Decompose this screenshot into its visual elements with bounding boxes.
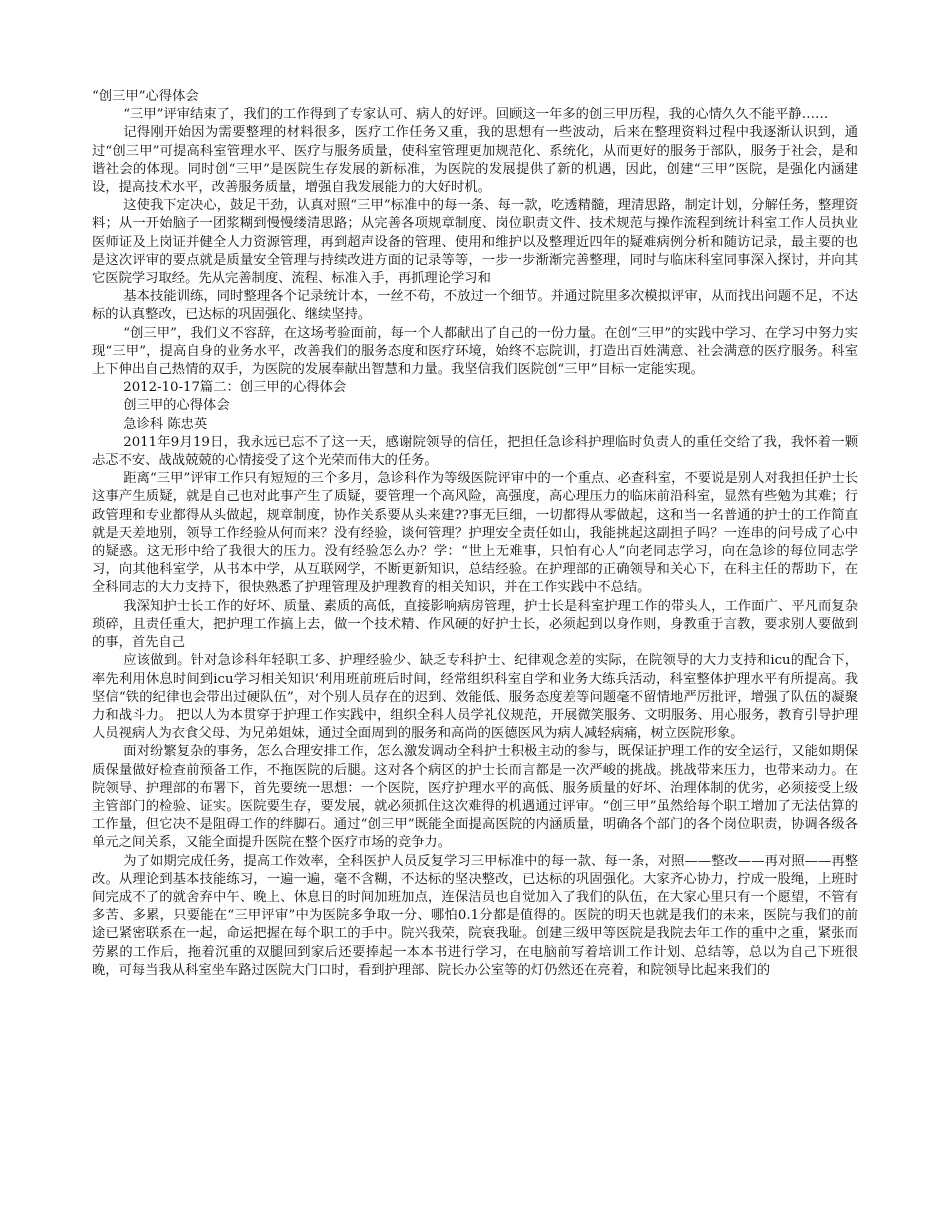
- paragraph: 我深知护士长工作的好坏、质量、素质的高低，直接影响病房管理，护士长是科室护理工作的带头人，工作面广、平凡而复杂琐碎，且责任重大，把护理工作搞上去，做一个技术精、作风硬的好护士长，必须起到以身作则，身教重于言教，要求别人要做到的事，首先自己: [92, 598, 858, 651]
- paragraph: 这使我下定决心，鼓足干劲，认真对照“三甲”标准中的每一条、每一款，吃透精髓，理清思路，制定计划，分解任务，整理资料；从一开始脑子一团浆糊到慢慢缕清思路；从完善各项规章制度、岗位职责文件、技术规范与操作流程到统计科室工作人员执业医师证及上岗证并健全人力资源管理，再到超声设备的管理、使用和维护以及整理近四年的疑难病例分析和随访记录，最主要的也是这次评审的要点就是质量安全管理与持续改进方面的记录等等，一步一步渐渐完善整理，同时与临床科室同事深入探讨，并向其它医院学习取经。先从完善制度、流程、标准入手，再抓理论学习和: [92, 198, 858, 287]
- paragraph: “创三甲”，我们义不容辞，在这场考验面前，每一个人都献出了自己的一份力量。在创“三甲”的实践中学习、在学习中努力实现“三甲”，提高自身的业务水平，改善我们的服务态度和医疗环境，始终不忘院训，打造出百姓满意、社会满意的医疗服务。科室上下伸出自己热情的双手，为医院的发展奉献出智慧和力量。我坚信我们医院创“三甲”目标一定能实现。: [92, 325, 858, 378]
- paragraph: 记得刚开始因为需要整理的材料很多，医疗工作任务又重，我的思想有一些波动，后来在整理资料过程中我逐渐认识到，通过“创三甲”可提高科室管理水平、医疗与服务质量，使科室管理更加规范化、系统化，从而更好的服务于部队，服务于社会，是和谐社会的体现。同时创“三甲”是医院生存发展的新标准，为医院的发展提供了新的机遇，因此，创建“三甲”医院，是强化内涵建设，提高技术水平，改善服务质量，增强自我发展能力的大好时机。: [92, 125, 858, 196]
- document-title: “创三甲”心得体会: [92, 89, 199, 104]
- paragraph: 为了如期完成任务，提高工作效率，全科医护人员反复学习三甲标准中的每一款、每一条，对照——整改——再对照——再整改。从理论到基本技能练习，一遍一遍，毫不含糊，不达标的坚决整改，已达标的巩固强化。大家齐心协力，拧成一股绳，上班时间完成不了的就舍弃中午、晚上、休息日的时间加班加点，连保洁员也自觉加入了我们的队伍，在大家心里只有一个愿望，不管有多苦、多累，只要能在“三甲评审”中为医院多争取一分、哪怕0.1分都是值得的。医院的明天也就是我们的未来，医院与我们的前途已紧密联系在一起，命运把握在每个职工的手中。院兴我荣，院衰我耻。创建三级甲等医院是我院去年工作的重中之重，紧张而劳累的工作后，拖着沉重的双腿回到家后还要捧起一本本书进行学习，在电脑前写着培训工作计划、总结等，总以为自己下班很晚，可每当我从科室坐车路过医院大门口时，看到护理部、院长办公室等的灯仍然还在亮着，和院领导比起来我们的: [92, 853, 858, 978]
- paragraph: 基本技能训练，同时整理各个记录统计本，一丝不苟，不放过一个细节。并通过院里多次模拟评审，从而找出问题不足，不达标的认真整改，已达标的巩固强化、继续坚持。: [92, 289, 858, 323]
- paragraph: 应该做到。针对急诊科年轻职工多、护理经验少、缺乏专科护士、纪律观念差的实际，在院领导的大力支持和icu的配合下，率先利用休息时间到icu学习相关知识‘利用班前班后时间，经常组织科室自学和业务大练兵活动，科室整体护理水平有所提高。我坚信“铁的纪律也会带出过硬队伍”，对个别人员存在的迟到、效能低、服务态度差等问题毫不留情地严厉批评，增强了队伍的凝聚力和战斗力。 把以人为本贯穿于护理工作实践中，组织全科人员学礼仪规范，开展微笑服务、文明服务、用心服务，教育引导护理人员视病人为衣食父母、为兄弟姐妹，通过全面周到的服务和高尚的医德医风为病人减轻病痛，树立医院形象。: [92, 653, 858, 742]
- section-title: 创三甲的心得体会: [123, 398, 230, 414]
- paragraph: “三甲”评审结束了，我们的工作得到了专家认可、病人的好评。回顾这一年多的创三甲历程，我的心情久久不能平静……: [123, 107, 829, 123]
- paragraph: 距离“三甲”评审工作只有短短的三个多月，急诊科作为等级医院评审中的一个重点、必查科室，不要说是别人对我担任护士长这事产生质疑，就是自己也对此事产生了质疑，要管理一个高风险，高强度，高心理压力的临床前沿科室，显然有些勉为其难；行政管理和专业都得从头做起，规章制度，协作关系要从头来建??事无巨细，一切都得从零做起，这和当一名普通的护士的工作简直就是天差地别，领导工作经验从何而来？没有经验，谈何管理？护理安全责任如山，我能挑起这副担子吗？一连串的问号成了心中的疑惑。这无形中给了我很大的压力。没有经验怎么办？学：“世上无难事，只怕有心人”向老同志学习，向在急诊的每位同志学习，向其他科室学，从书本中学，从互联网学，不断更新知识，总结经验。在护理部的正确领导和关心下，在科主任的帮助下，在全科同志的大力支持下，很快熟悉了护理管理及护理教育的相关知识，并在工作实践中不总结。: [92, 471, 858, 596]
- paragraph: 2011年9月19日，我永远已忘不了这一天，感谢院领导的信任，把担任急诊科护理临时负责人的重任交给了我，我怀着一颗忐忑不安、战战兢兢的心情接受了这个光荣而伟大的任务。: [92, 434, 858, 469]
- section-date-heading: 2012-10-17篇二：创三甲的心得体会: [123, 380, 347, 396]
- author-line: 急诊科 陈忠英: [123, 416, 208, 432]
- paragraph: 面对纷繁复杂的事务，怎么合理安排工作，怎么激发调动全科护士积极主动的参与，既保证护理工作的安全运行，又能如期保质保量做好检查前预备工作，不拖医院的后腿。这对各个病区的护士长而言都是一次严峻的挑战。挑战带来压力，也带来动力。在院领导、护理部的布署下，首先要统一思想：一个医院，医疗护理水平的高低、服务质量的好坏、治理体制的优劣，必须接受上级主管部门的检验、证实。医院要生存，要发展，就必须抓住这次难得的机遇通过评审。“创三甲”虽然给每个职工增加了无法估算的工作量，但它决不是阻碍工作的绊脚石。通过“创三甲”既能全面提高医院的内涵质量，明确各个部门的各个岗位职责，协调各级各单元之间关系，又能全面提升医院在整个医疗市场的竞争力。: [92, 744, 858, 851]
